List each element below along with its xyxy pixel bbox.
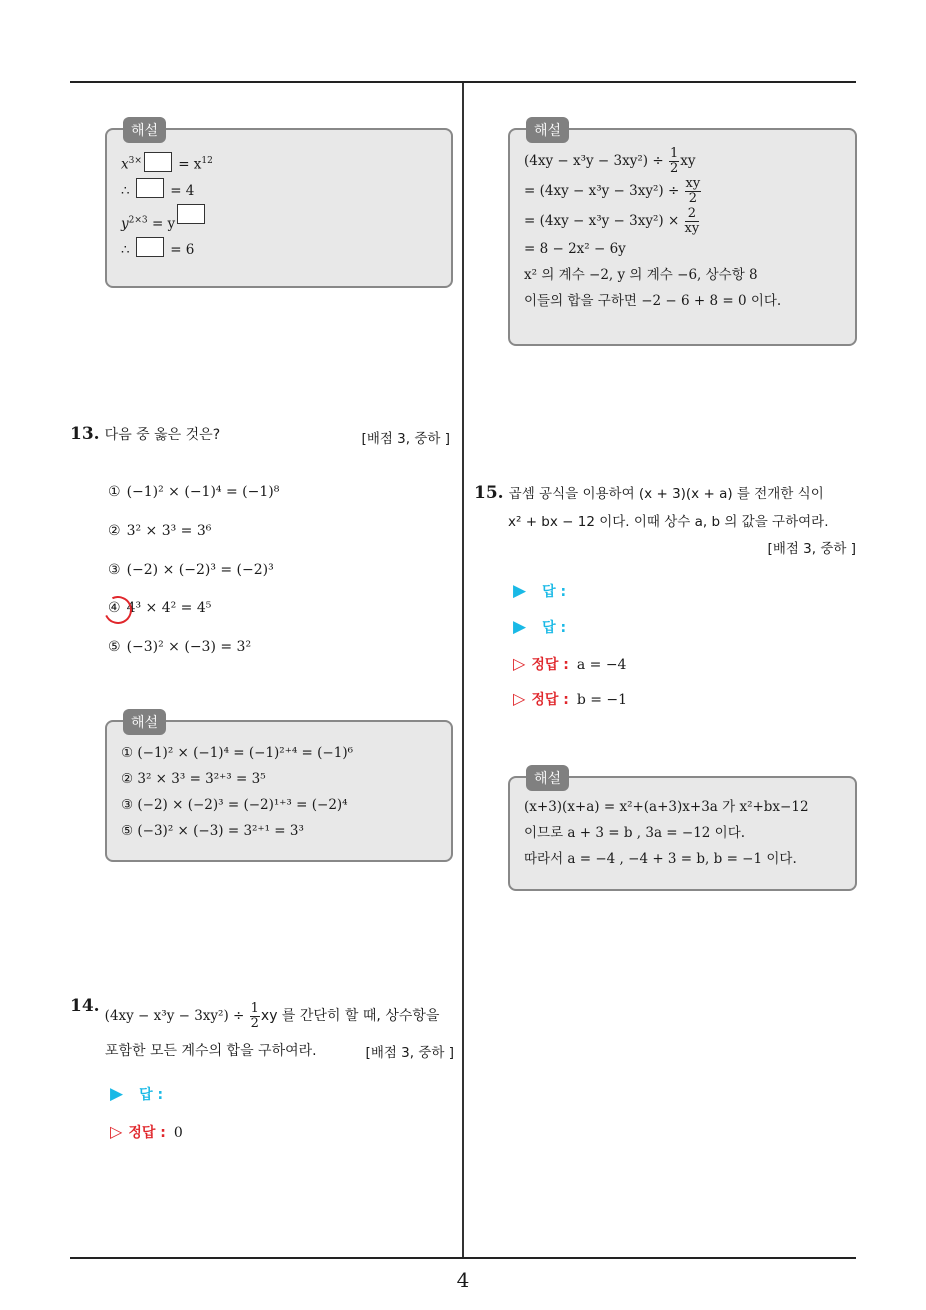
exp14-line-6: 이들의 합을 구하면 −2 − 6 + 8 = 0 이다. (524, 293, 782, 309)
option-5[interactable]: ⑤ (−3)² × (−3) = 3² (108, 639, 252, 655)
option-3[interactable]: ③ (−2) × (−2)³ = (−2)³ (108, 562, 274, 578)
blank-box (136, 178, 164, 198)
exp13-line: ⑤ (−3)² × (−3) = 3²⁺¹ = 3³ (121, 823, 304, 839)
explanation-tag: 해설 (123, 709, 166, 735)
question-13 (70, 424, 454, 447)
option-4[interactable]: ④ 4³ × 4² = 4⁵ (108, 600, 212, 616)
exp14-line-4: = 8 − 2x² − 6y (524, 241, 626, 257)
option-2[interactable]: ② 3² × 3³ = 3⁶ (108, 523, 212, 539)
selected-answer-circle (100, 592, 136, 628)
question-14 (70, 996, 454, 1031)
exp15-line-3: 따라서 a = −4 , −4 + 3 = b, b = −1 이다. (524, 851, 797, 867)
exp14-line-3: = (4xy − x³y − 3xy²) × $\frac{2}{xy}$ (524, 206, 700, 236)
correct-answer-q15-a: ▷ 정답 : a = −4 (513, 654, 627, 673)
exp12-line-3: $y^{2\times 3} = y$ (121, 204, 439, 237)
play-arrow-icon: ▶ (513, 617, 527, 637)
question-14-line-2: 포함한 모든 계수의 합을 구하여라. [배점 3, 중하 ] (105, 1043, 454, 1061)
blank-box (136, 237, 164, 257)
exp13-line: ③ (−2) × (−2)³ = (−2)¹⁺³ = (−2)⁴ (121, 797, 348, 813)
exp13-line: ② 3² × 3³ = 3²⁺³ = 3⁵ (121, 771, 266, 787)
blank-box (144, 152, 172, 172)
column-divider (462, 83, 464, 1259)
explanation-box-q13 (105, 715, 453, 862)
correct-answer-q14: ▷ 정답 : 0 (110, 1122, 183, 1141)
question-number: 14. (70, 996, 100, 1016)
question-text-line-1: 곱셈 공식을 이용하여 (x + 3)(x + a) 를 전개한 식이 (508, 486, 824, 502)
outline-arrow-icon: ▷ (513, 654, 526, 673)
exp12-line-1: $x^{3\times} = x^{12}$ (121, 148, 439, 178)
question-number: 13. (70, 424, 100, 444)
answer-row-q15-a[interactable]: ▶ 답 : (513, 581, 567, 601)
outline-arrow-icon: ▷ (513, 689, 526, 708)
question-text: 다음 중 옳은 것은? (104, 427, 221, 443)
explanation-box-q12 (105, 123, 453, 288)
question-15 (474, 482, 858, 503)
explanation-box-q14 (508, 123, 857, 346)
exp15-line-1: (x+3)(x+a) = x²+(a+3)x+3a 가 x²+bx−12 (524, 799, 809, 815)
exp14-line-5: x² 의 계수 −2, y 의 계수 −6, 상수항 8 (524, 267, 758, 283)
question-text-line-2: x² + bx − 12 이다. 이때 상수 a, b 의 값을 구하여라. (508, 514, 829, 530)
play-arrow-icon: ▶ (513, 581, 527, 601)
answer-row-q14[interactable]: ▶ 답 : (110, 1084, 164, 1104)
blank-box (177, 204, 205, 224)
exp14-line-1: (4xy − x³y − 3xy²) ÷ $\frac{1}{2}$ xy (524, 146, 696, 176)
exp12-line-4: ∴ = 6 (121, 237, 439, 263)
question-points: [배점 3, 중하 ] (767, 541, 856, 557)
explanation-tag: 해설 (526, 765, 569, 791)
correct-answer-q15-b: ▷ 정답 : b = −1 (513, 689, 628, 708)
exp13-line: ① (−1)² × (−1)⁴ = (−1)²⁺⁴ = (−1)⁶ (121, 745, 353, 761)
page-number: 4 (456, 1268, 470, 1292)
question-text: (4xy − x³y − 3xy²) ÷ 1 2 xy 를 간단히 할 때, 상수항을 (104, 1001, 440, 1031)
option-1[interactable]: ① (−1)² × (−1)⁴ = (−1)⁸ (108, 484, 280, 500)
exp12-line-2: ∴ = 4 (121, 178, 439, 204)
bottom-rule (70, 1257, 856, 1259)
question-points: [배점 3, 중하 ] (361, 431, 450, 447)
exp15-line-2: 이므로 a + 3 = b , 3a = −12 이다. (524, 825, 746, 841)
question-points: [배점 3, 중하 ] (365, 1045, 454, 1061)
exp14-line-2: = (4xy − x³y − 3xy²) ÷ $\frac{xy}{2}$ (524, 176, 701, 206)
answer-row-q15-b[interactable]: ▶ 답 : (513, 617, 567, 637)
question-number: 15. (474, 483, 504, 503)
explanation-tag: 해설 (526, 117, 569, 143)
outline-arrow-icon: ▷ (110, 1122, 123, 1141)
explanation-tag: 해설 (123, 117, 166, 143)
play-arrow-icon: ▶ (110, 1084, 124, 1104)
explanation-box-q15 (508, 771, 857, 891)
